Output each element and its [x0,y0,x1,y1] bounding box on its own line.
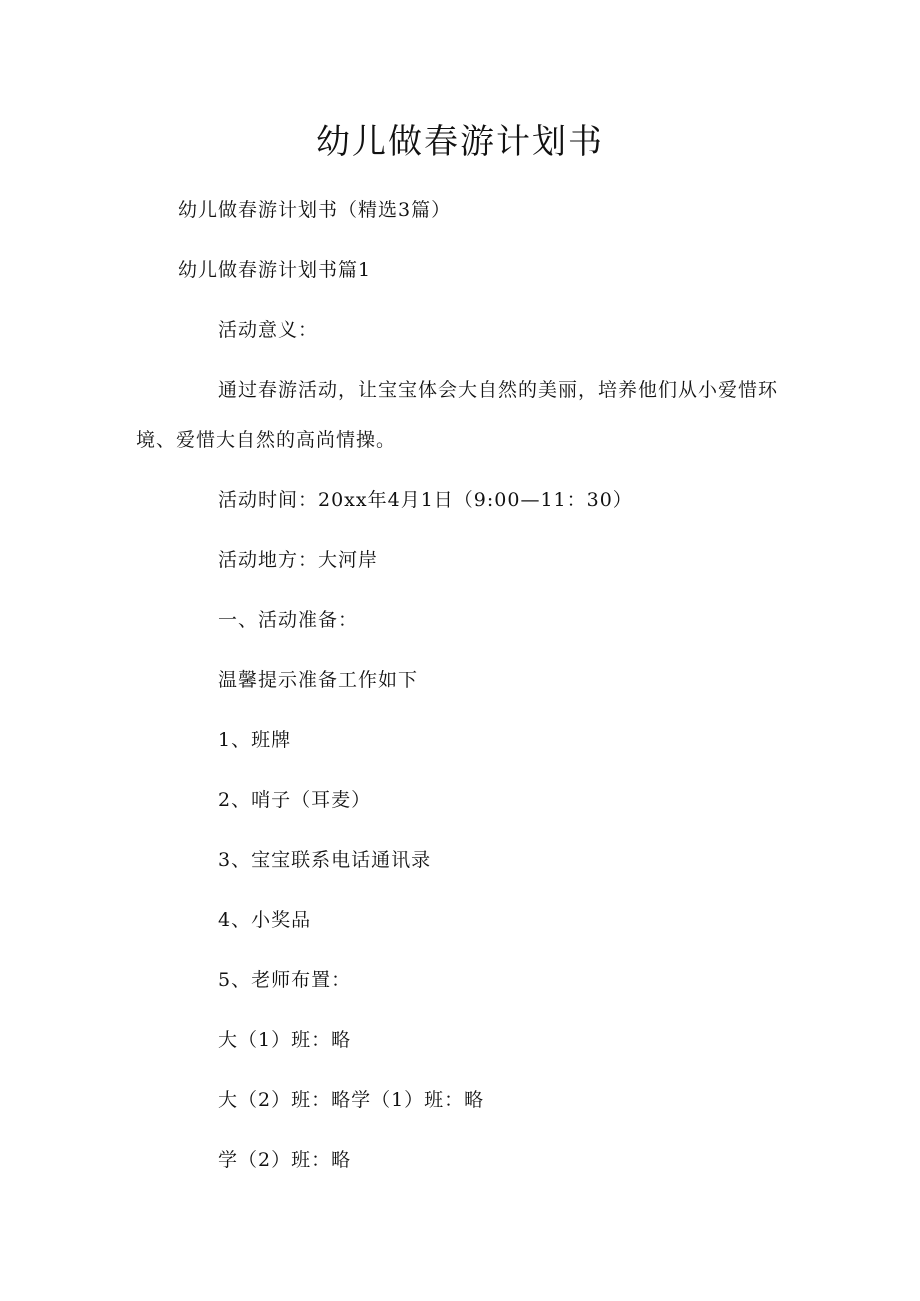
section-heading: 幼儿做春游计划书篇1 [178,259,372,281]
paragraph-line: 大（2）班：略学（1）班：略 [218,1089,485,1111]
paragraph-line: 境、爱惜大自然的高尚情操。 [136,429,397,451]
paragraph-line: 大（1）班：略 [218,1029,352,1051]
paragraph-line: 活动意义： [218,319,319,341]
list-item: 2、哨子（耳麦） [218,789,372,811]
paragraph-line: 温馨提示准备工作如下 [218,669,419,691]
paragraph-line: 一、活动准备： [218,609,359,631]
document-title: 幼儿做春游计划书 [316,122,604,162]
paragraph-line: 活动地方：大河岸 [218,549,379,571]
document-subtitle: 幼儿做春游计划书（精选3篇） [178,199,452,221]
list-item: 1、班牌 [218,729,292,751]
list-item: 5、老师布置： [218,969,352,991]
paragraph-line: 活动时间：20xx年4月1日（9:00—11：30） [218,489,633,511]
paragraph-line: 通过春游活动，让宝宝体会大自然的美丽，培养他们从小爱惜环 [218,379,779,401]
list-item: 4、小奖品 [218,909,312,931]
paragraph-line: 学（2）班：略 [218,1149,352,1171]
list-item: 3、宝宝联系电话通讯录 [218,849,432,871]
